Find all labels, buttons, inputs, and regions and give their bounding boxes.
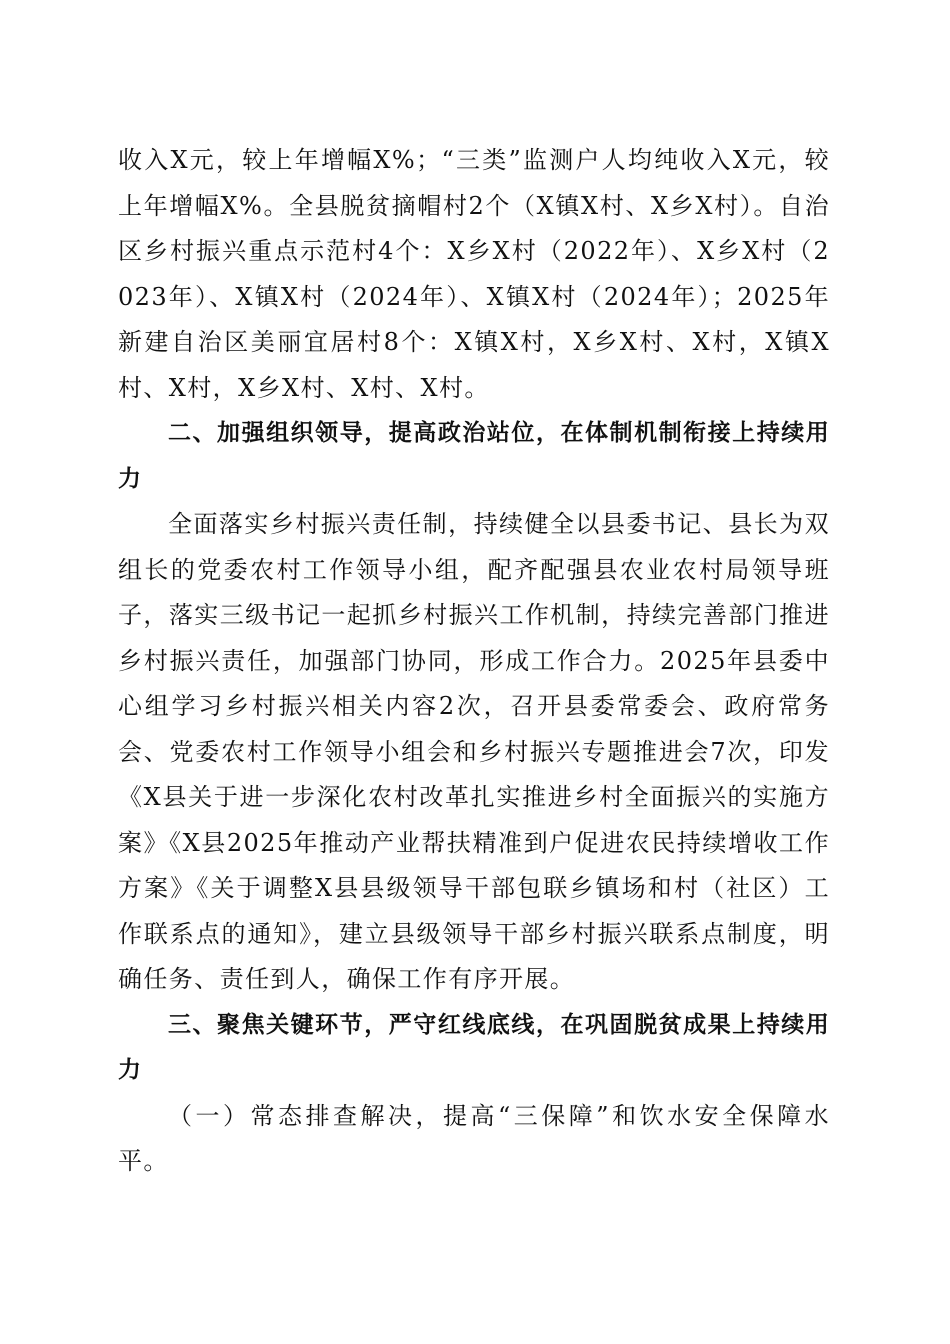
document-body [118,138,830,1185]
section-heading-3: 三、聚焦关键环节，严守红线底线，在巩固脱贫成果上持续用力 [118,1011,830,1083]
paragraph-organization: 全面落实乡村振兴责任制，持续健全以县委书记、县长为双组长的党委农村工作领导小组，配齐配强县农业农村局领导班子，落实三级书记一起抓乡村振兴工作机制，持续完善部门推进乡村振兴责任，加强部门协同，形成工作合力。2025年县委中心组学习乡村振兴相关内容2次，召开县委常委会、政府常务会、党委农村工作领导小组会和乡村振兴专题推进会7次，印发《X县关于进一步深化农村改革扎实推进乡村全面振兴的实施方案》《X县2025年推动产业帮扶精准到户促进农民持续增收工作方案》《关于调整X县县级领导干部包联乡镇场和村（社区）工作联系点的通知》，建立县级领导干部乡村振兴联系点制度，明确任务、责任到人，确保工作有序开展。 [118,510,830,993]
subsection-heading-1: （一）常态排查解决，提高“三保障”和饮水安全保障水平。 [118,1101,830,1175]
paragraph-income-stats: 收入X元，较上年增幅X%；“三类”监测户人均纯收入X元，较上年增幅X%。全县脱贫摘帽村2个（X镇X村、X乡X村）。自治区乡村振兴重点示范村4个：X乡X村（2022年）、X乡X村（2023年）、X镇X村（2024年）、X镇X村（2024年）；2025年新建自治区美丽宜居村8个：X镇X村，X乡X村、X村，X镇X村、X村，X乡X村、X村、X村。 [118,146,830,402]
section-heading-2: 二、加强组织领导，提高政治站位，在体制机制衔接上持续用力 [118,420,830,492]
